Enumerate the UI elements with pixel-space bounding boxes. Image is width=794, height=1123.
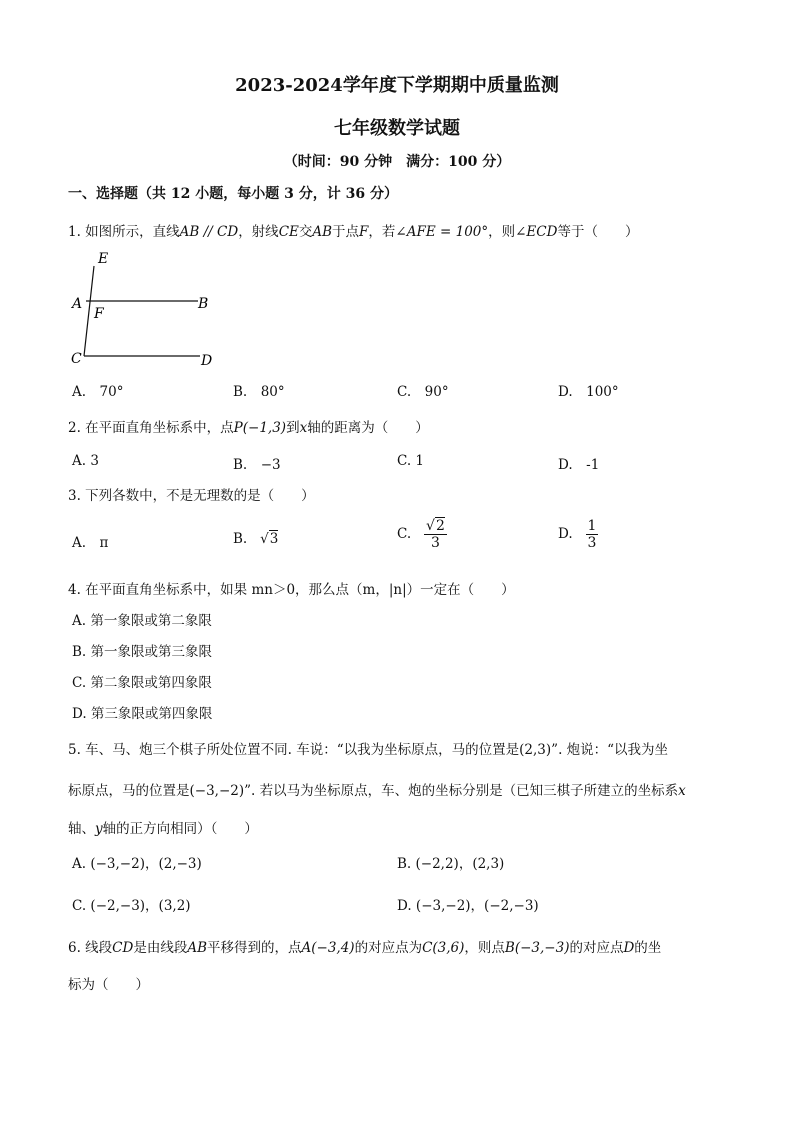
label-a: A: [72, 296, 83, 312]
q4-option-a[interactable]: A. 第一象限或第二象限: [72, 613, 212, 629]
q4-option-c[interactable]: C. 第二象限或第四象限: [72, 675, 212, 691]
question-5-line-3: 轴、y轴的正方向相同）（ ）: [68, 821, 258, 837]
q1-option-d[interactable]: D. 100°: [558, 384, 619, 400]
parallel-lines-figure: [64, 248, 234, 373]
q3-option-c[interactable]: C. $\frac{√2}{3}$: [397, 518, 445, 551]
q1-option-a[interactable]: A. 70°: [72, 384, 124, 400]
q5-option-b[interactable]: B. (−2,2)，(2,3): [397, 856, 505, 872]
fraction-1-over-3: $\frac{1}{3}$: [587, 518, 597, 551]
question-5-line-1: 5. 车、马、炮三个棋子所处位置不同. 车说：“以我为坐标原点，马的位置是(2,3)”. 炮说：“以我为坐: [68, 742, 669, 758]
q2-option-b[interactable]: B. −3: [233, 457, 281, 473]
exam-title: 2023-2024学年度下学期期中质量监测: [235, 75, 559, 96]
q1-option-b[interactable]: B. 80°: [233, 384, 285, 400]
question-3: 3. 下列各数中，不是无理数的是（ ）: [68, 488, 315, 504]
label-b: B: [198, 296, 209, 312]
fraction-sqrt2-over-3: $\frac{√2}{3}$: [426, 518, 445, 551]
question-5-line-2: 标原点，马的位置是(−3,−2)”. 若以马为坐标原点，车、炮的坐标分别是（已知三棋子所建立的坐标系x: [68, 783, 686, 799]
q2-option-c[interactable]: C. 1: [397, 453, 425, 469]
q1-option-c[interactable]: C. 90°: [397, 384, 449, 400]
q2-option-a[interactable]: A. 3: [72, 453, 99, 469]
q5-option-a[interactable]: A. (−3,−2)，(2,−3): [72, 856, 202, 872]
q5-option-d[interactable]: D. (−3,−2)，(−2,−3): [397, 898, 539, 914]
q3-option-b[interactable]: B. √3: [233, 531, 279, 547]
label-f: F: [94, 306, 104, 322]
section-heading: 一、选择题（共 12 小题，每小题 3 分，计 36 分）: [68, 186, 398, 202]
question-4: 4. 在平面直角坐标系中，如果 mn＞0，那么点（m，|n|）一定在（ ）: [68, 582, 515, 598]
sqrt-3: 3: [269, 531, 279, 547]
exam-meta: （时间：90 分钟 满分：100 分）: [283, 154, 511, 170]
exam-subtitle: 七年级数学试题: [334, 118, 460, 139]
label-e: E: [98, 251, 109, 267]
q5-option-c[interactable]: C. (−2,−3)，(3,2): [72, 898, 191, 914]
question-6-line-2: 标为（ ）: [68, 977, 149, 993]
q2-option-d[interactable]: D. -1: [558, 457, 600, 473]
label-d: D: [201, 353, 213, 369]
question-1: 1. 如图所示，直线AB // CD，射线CE交AB于点F，若∠AFE = 100°，则∠ECD等于（ ）: [68, 224, 639, 240]
q3-option-a[interactable]: A. π: [72, 535, 109, 551]
q4-option-d[interactable]: D. 第三象限或第四象限: [72, 706, 213, 722]
label-c: C: [71, 351, 82, 367]
q3-option-d[interactable]: D. $\frac{1}{3}$: [558, 518, 597, 551]
question-2: 2. 在平面直角坐标系中，点P(−1,3)到x轴的距离为（ ）: [68, 420, 429, 436]
ray-ce: [84, 266, 94, 356]
question-6-line-1: 6. 线段CD是由线段AB平移得到的，点A(−3,4)的对应点为C(3,6)，则点B(−3,−3)的对应点D的坐: [68, 940, 662, 956]
q4-option-b[interactable]: B. 第一象限或第三象限: [72, 644, 213, 660]
